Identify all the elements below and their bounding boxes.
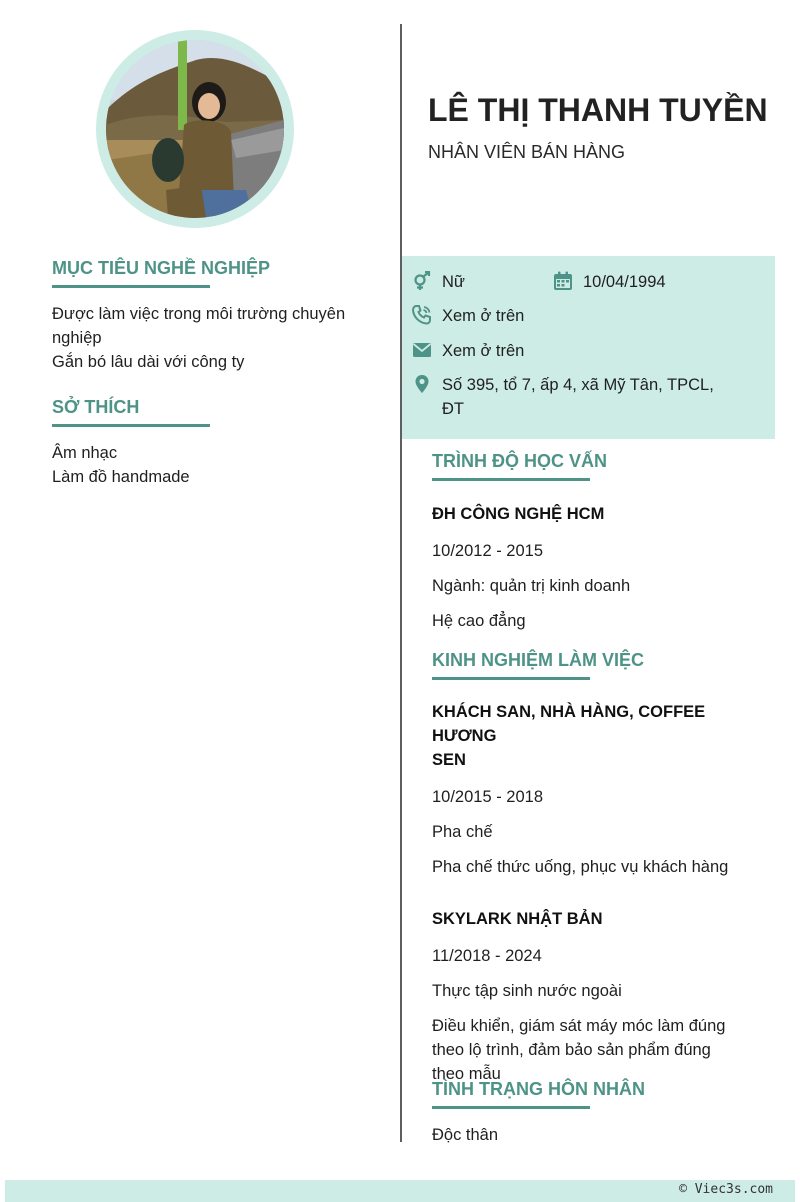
gender-value: Nữ [442,273,465,291]
education-title: TRÌNH ĐỘ HỌC VẤN [432,451,607,471]
experience-underline [432,677,590,680]
job-company: SEN [432,751,466,769]
objective-line: Được làm việc trong môi trường chuyên [52,305,346,323]
address-line: ĐT [442,400,464,418]
marital-status: Độc thân [432,1126,499,1144]
job-company: KHÁCH SAN, NHÀ HÀNG, COFFEE HƯƠNG [432,703,706,745]
phone-row [412,304,524,328]
contact-panel [402,256,775,439]
job-period: 10/2015 - 2018 [432,788,544,806]
marital-underline [432,1106,590,1109]
footer-bar [5,1180,795,1202]
education-level: Hệ cao đẳng [432,612,526,630]
birthdate-row [553,270,666,294]
email-value: Xem ở trên [442,342,525,360]
experience-section [432,650,762,1086]
footer-copyright: © Viec3s.com [679,1182,773,1197]
column-divider [400,24,402,1142]
job-description: theo lộ trình, đảm bảo sản phẩm đúng [432,1041,711,1059]
gender-icon [412,271,432,291]
hobbies-title: SỞ THÍCH [52,397,140,417]
objective-underline [52,285,210,288]
job-entry [432,907,762,1086]
candidate-position: NHÂN VIÊN BÁN HÀNG [428,142,626,162]
phone-value: Xem ở trên [442,307,525,325]
calendar-icon [553,271,573,291]
email-row [412,339,524,363]
marital-section [432,1079,762,1147]
hobbies-underline [52,424,210,427]
job-description: theo mẫu [432,1065,501,1083]
marital-title: TÌNH TRẠNG HÔN NHÂN [432,1079,645,1099]
hobbies-section [52,397,372,489]
job-entry [432,700,762,879]
avatar [106,40,284,218]
phone-icon [412,305,432,325]
job-description: Điều khiển, giám sát máy móc làm đúng [432,1017,726,1035]
email-icon [412,340,432,360]
education-school: ĐH CÔNG NGHỆ HCM [432,505,605,523]
objective-title: MỤC TIÊU NGHỀ NGHIỆP [52,258,271,278]
candidate-name: LÊ THỊ THANH TUYỀN [428,92,768,128]
hobby-item: Âm nhạc [52,444,118,462]
avatar-frame [96,30,294,228]
education-underline [432,478,590,481]
education-period: 10/2012 - 2015 [432,542,544,560]
address-line: Số 395, tổ 7, ấp 4, xã Mỹ Tân, TPCL, [442,376,714,394]
birthdate-value: 10/04/1994 [583,273,666,291]
objective-section [52,258,372,374]
objective-line: nghiệp [52,329,102,347]
education-major: Ngành: quản trị kinh doanh [432,577,631,595]
hobby-item: Làm đồ handmade [52,468,190,486]
location-icon [412,374,432,394]
experience-title: KINH NGHIỆM LÀM VIỆC [432,650,645,670]
job-role: Thực tập sinh nước ngoài [432,982,622,1000]
job-description: Pha chế thức uống, phục vụ khách hàng [432,858,729,876]
job-role: Pha chế [432,823,493,841]
address-row [412,373,714,421]
education-section [432,451,762,633]
job-company: SKYLARK NHẬT BẢN [432,910,603,928]
job-period: 11/2018 - 2024 [432,947,542,965]
gender-row [412,270,465,294]
objective-line: Gắn bó lâu dài với công ty [52,353,245,371]
